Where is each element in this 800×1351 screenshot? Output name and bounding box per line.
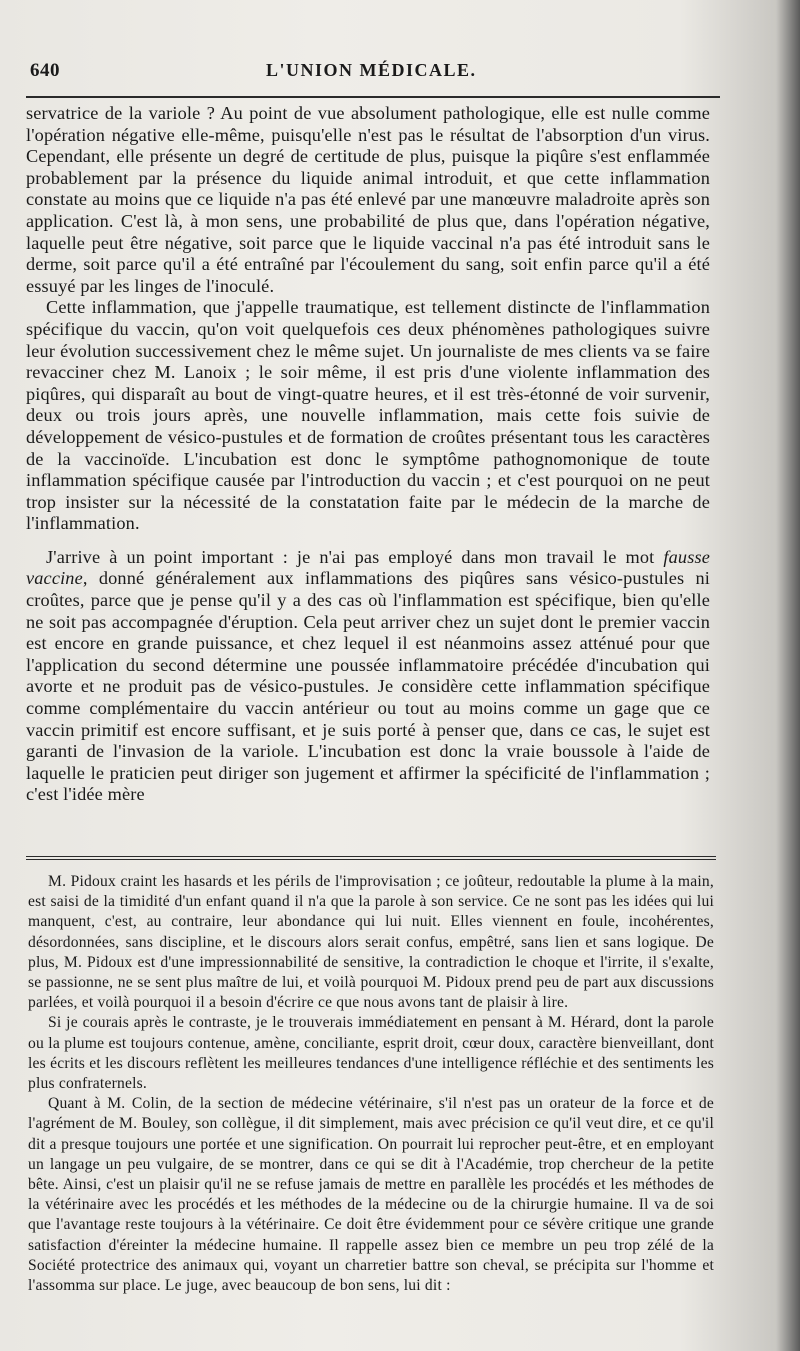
paragraph-1: servatrice de la variole ? Au point de vue absolument pathologique, elle est nulle comme l'opération négative elle-même, puisqu'elle n'est pas le résultat de l'absorption d'un virus. Cependant, elle présente un degré de certitude de plus, puisque la piqûre s'est enflammée probablement par la présence du liquide animal introduit, et que cette inflammation constate au moins que ce liquide n'a pas été enlevé par une manœuvre maladroite après son application. C'est là, à mon sens, une probabilité de plus que, dans l'opération négative, laquelle peut être négative, soit parce que le liquide vaccinal n'a pas été introduit sans le derme, soit parce qu'il a été entraîné par l'écoulement du sang, soit enfin parce qu'il a été essuyé par les linges de l'inoculé. xyxy=(26,103,710,296)
feuilleton-separator xyxy=(26,856,716,860)
paragraph-3-end: , donné généralement aux inflammations des piqûres sans vésico-pustules ni croûtes, parce que je pense qu'il y a des cas où l'inflammation est spécifique, bien qu'elle ne soit pas accompagnée d'éruption. Cela peut arriver chez un sujet dont le premier vaccin est encore en grande puissance, et chez lequel il est néanmoins assez atténué pour que l'application du second détermine une poussée inflammatoire précédée d'incubation qui avorte et ne produit pas de vésico-pustules. Je considère cette inflammation spécifique comme complémentaire du vaccin antérieur ou tout au moins comme un gage que ce vaccin primitif est encore suffisant, et je suis porté à penser que, dans ce cas, le sujet est garanti de l'invasion de la variole. L'incubation est donc la vraie boussole à l'aide de laquelle le praticien peut diriger son jugement et affirmer la spécificité de l'inflammation ; c'est l'idée mère xyxy=(26,568,710,805)
feuilleton-text xyxy=(28,872,714,1296)
feuilleton-paragraph-2: Si je courais après le contraste, je le trouverais immédiatement en pensant à M. Hérard, dont la parole ou la plume est toujours contenue, amène, conciliante, esprit droit, cœur doux, caractère bienveillant, dont les écrits et les discours reflètent les meilleures tendances d'une intelligence réfléchie et des sentiments les plus confraternels. xyxy=(28,1014,714,1093)
running-title: L'UNION MÉDICALE. xyxy=(266,60,477,80)
paragraph-2: Cette inflammation, que j'appelle traumatique, est tellement distincte de l'inflammation spécifique du vaccin, qu'on voit quelquefois ces deux phénomènes pathologiques suivre leur évolution successivement chez le même sujet. Un journaliste de mes clients va se faire revacciner chez M. Lanoix ; le soir même, il est pris d'une violente inflammation des piqûres, qui disparaît au bout de vingt-quatre heures, et il est très-étonné de voir survenir, deux ou trois jours après, une nouvelle inflammation, mais cette fois suivie de développement de vésico-pustules et de formation de croûtes présentant tous les caractères de la vaccinoïde. L'incubation est donc le symptôme pathognomonique de toute inflammation spécifique causée par l'introduction du vaccin ; et c'est pourquoi on ne peut trop insister sur la nécessité de la constatation faite par le médecin de la marche de l'inflammation. xyxy=(26,297,710,534)
paragraph-3-start: J'arrive à un point important : je n'ai pas employé dans mon travail le mot xyxy=(46,546,664,567)
page-header xyxy=(30,56,720,86)
paragraph-3 xyxy=(26,547,710,806)
italic-term: fausse vaccine xyxy=(26,546,710,589)
main-text xyxy=(26,103,710,806)
header-rule xyxy=(26,96,720,98)
feuilleton-paragraph-1: M. Pidoux craint les hasards et les périls de l'improvisation ; ce joûteur, redoutable la plume à la main, est saisi de la timidité d'un enfant quand il n'a que la parole à son service. Ce ne sont pas les idées qui lui manquent, c'est, au contraire, leur abondance qui lui nuit. Elles viennent en foule, incohérentes, désordonnées, sans discipline, et le discours alors serait confus, empêtré, sans lien et sans logique. De plus, M. Pidoux est d'une impressionnabilité de sensitive, la contradiction le choque et l'irrite, il s'exalte, se passionne, ne se sent plus maître de lui, et voilà pourquoi M. Pidoux prend peu de part aux discussions parlées, et voilà pourquoi il a besoin d'écrire ce que nous avons tant de plaisir à lire. xyxy=(28,873,714,1012)
page-number: 640 xyxy=(30,60,60,81)
feuilleton-paragraph-3: Quant à M. Colin, de la section de médecine vétérinaire, s'il n'est pas un orateur de la force et de l'agrément de M. Bouley, son collègue, il dit simplement, mais avec précision ce qu'il veut dire, et ce qu'il dit a presque toujours une portée et une signification. On pourrait lui reprocher peut-être, et en employant un langage un peu vulgaire, de se montrer, dans ce qui se dit à l'Académie, trop chercheur de la petite bête. Ainsi, c'est un plaisir qu'il ne se refuse jamais de mettre en parallèle les procédés et les méthodes de la vétérinaire avec les procédés et les méthodes de la médecine ou de la chirurgie humaine. Il va de soi que l'avantage reste toujours à la vétérinaire. Ce doit être évidemment pour ce sévère critique une grande satisfaction d'éreinter la médecine humaine. Il rappelle assez bien ce membre un peu trop zélé de la Société protectrice des animaux qui, voyant un charretier battre son cheval, se précipita sur l'homme et l'assomma sur place. Le juge, avec beaucoup de bon sens, lui dit : xyxy=(28,1095,714,1295)
